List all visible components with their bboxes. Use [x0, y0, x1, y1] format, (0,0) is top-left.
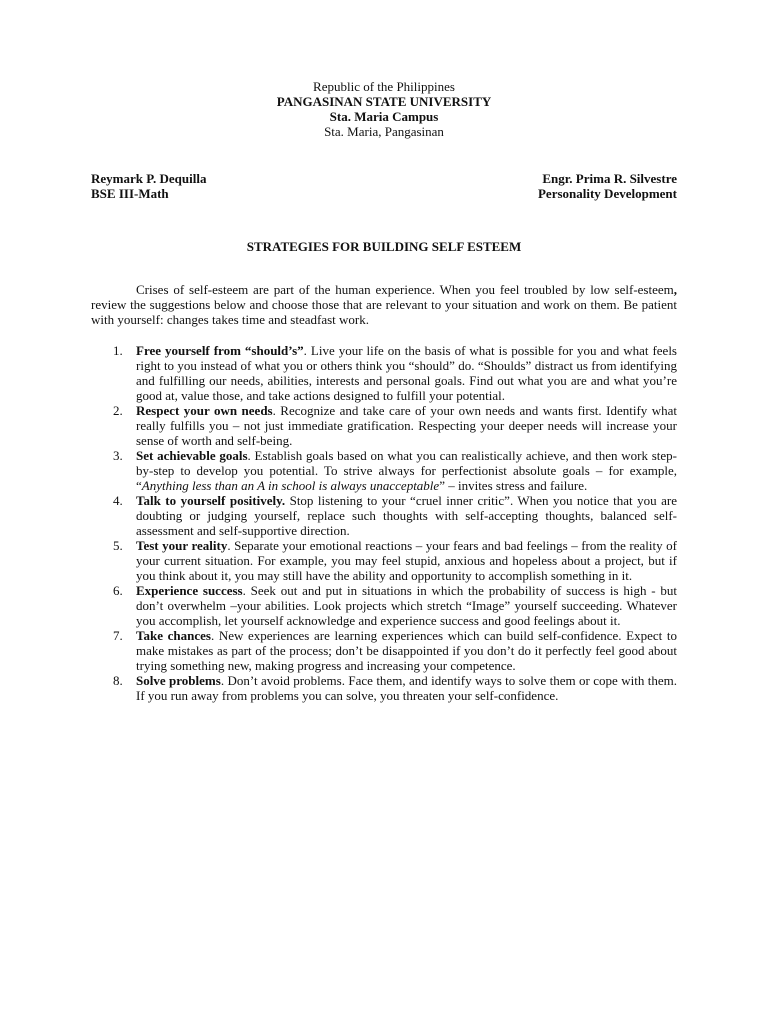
- republic-line: Republic of the Philippines: [313, 79, 455, 94]
- student-course: BSE III-Math: [91, 186, 169, 201]
- intro-bold-comma: ,: [673, 282, 677, 297]
- campus-name: Sta. Maria Campus: [329, 109, 439, 124]
- list-item-number: 1.: [113, 343, 123, 358]
- document-page: [91, 79, 677, 703]
- list-item-lead: Experience success: [136, 583, 243, 598]
- list-item-lead: Test your reality: [136, 538, 228, 553]
- list-item-text: . Seek out and put in situations in which the probability of success is high - but don’t overwhelm –your abilities. Look projects which stretch “Image” yourself succeeding. Whatever you accomplish, let yourself acknowledge and experience success and good feelings about it.: [136, 583, 678, 628]
- list-item-lead: Take chances: [136, 628, 211, 643]
- list-item: [91, 403, 677, 448]
- list-item-text: Stop listening to your “cruel inner critic”. When you notice that you are doubting or judging yourself, replace such thoughts with self-accepting thoughts, balanced self-assessment and self-supportive direction.: [136, 493, 677, 538]
- letterhead: [91, 79, 677, 139]
- campus-location: Sta. Maria, Pangasinan: [324, 124, 444, 139]
- list-item-text: . Live your life on the basis of what is possible for you and what feels right to you instead of what you or others think you “should” do. “Shoulds” distract us from identifying and fulfilling our needs, abilities, interests and personal goals. Find out what you are and what you’re good at, value those, and take actions designed to fulfill your potential.: [136, 343, 677, 403]
- list-item-lead: Solve problems: [136, 673, 221, 688]
- author-row-details: [91, 186, 677, 201]
- author-block: [91, 171, 677, 201]
- list-item-number: 2.: [113, 403, 123, 418]
- list-item-lead: Set achievable goals: [136, 448, 248, 463]
- instructor-name: Engr. Prima R. Silvestre: [542, 171, 677, 186]
- intro-paragraph: [91, 282, 677, 327]
- list-item-number: 4.: [113, 493, 123, 508]
- student-name: Reymark P. Dequilla: [91, 171, 207, 186]
- list-item: [91, 343, 677, 403]
- list-item-number: 5.: [113, 538, 123, 553]
- list-item: [91, 673, 677, 703]
- list-item: [91, 538, 677, 583]
- strategy-list: [91, 343, 677, 703]
- list-item-number: 8.: [113, 673, 123, 688]
- document-title: STRATEGIES FOR BUILDING SELF ESTEEM: [246, 239, 522, 254]
- list-item-text: . New experiences are learning experiences which can build self-confidence. Expect to make mistakes as part of the process; don’t be disappointed if you don’t do it perfectly feel good about trying something new, making progress and increasing your competence.: [136, 628, 677, 673]
- list-item-lead: Respect your own needs: [136, 403, 273, 418]
- list-item-text: . Don’t avoid problems. Face them, and identify ways to solve them or cope with them. If you run away from problems you can solve, you threaten your self-confidence.: [136, 673, 677, 703]
- list-item-lead: Free yourself from “should’s”: [136, 343, 304, 358]
- list-item-text: . Recognize and take care of your own needs and wants first. Identify what really fulfills you – not just immediate gratification. Respecting your deeper needs will increase your sense of worth and self-being.: [136, 403, 677, 448]
- list-item: [91, 583, 677, 628]
- intro-text-part2: review the suggestions below and choose those that are relevant to your situation and work on them. Be patient with yourself: changes takes time and steadfast work.: [91, 297, 677, 327]
- list-item: [91, 448, 677, 493]
- list-item-number: 7.: [113, 628, 123, 643]
- author-row-names: [91, 171, 677, 186]
- university-name: PANGASINAN STATE UNIVERSITY: [276, 94, 492, 109]
- list-item-number: 6.: [113, 583, 123, 598]
- list-item-text: . Separate your emotional reactions – your fears and bad feelings – from the reality of your current situation. For example, you may feel stupid, anxious and hopeless about a project, but if you think about it, you may still have the ability and opportunity to accomplish something in it.: [136, 538, 677, 583]
- list-item: [91, 493, 677, 538]
- intro-text-part1: Crises of self-esteem are part of the human experience. When you feel troubled by low self-esteem: [136, 282, 674, 297]
- list-item-italic-example: Anything less than an A in school is always unacceptable: [141, 478, 440, 493]
- list-item-number: 3.: [113, 448, 123, 463]
- list-item-tail: ” – invites stress and failure.: [439, 478, 588, 493]
- instructor-subject: Personality Development: [537, 186, 677, 201]
- list-item: [91, 628, 677, 673]
- list-item-text: . Establish goals based on what you can realistically achieve, and then work step-by-step to develop you potential. To strive always for perfectionist absolute goals – for example, “: [136, 448, 677, 493]
- list-item-lead: Talk to yourself positively.: [136, 493, 286, 508]
